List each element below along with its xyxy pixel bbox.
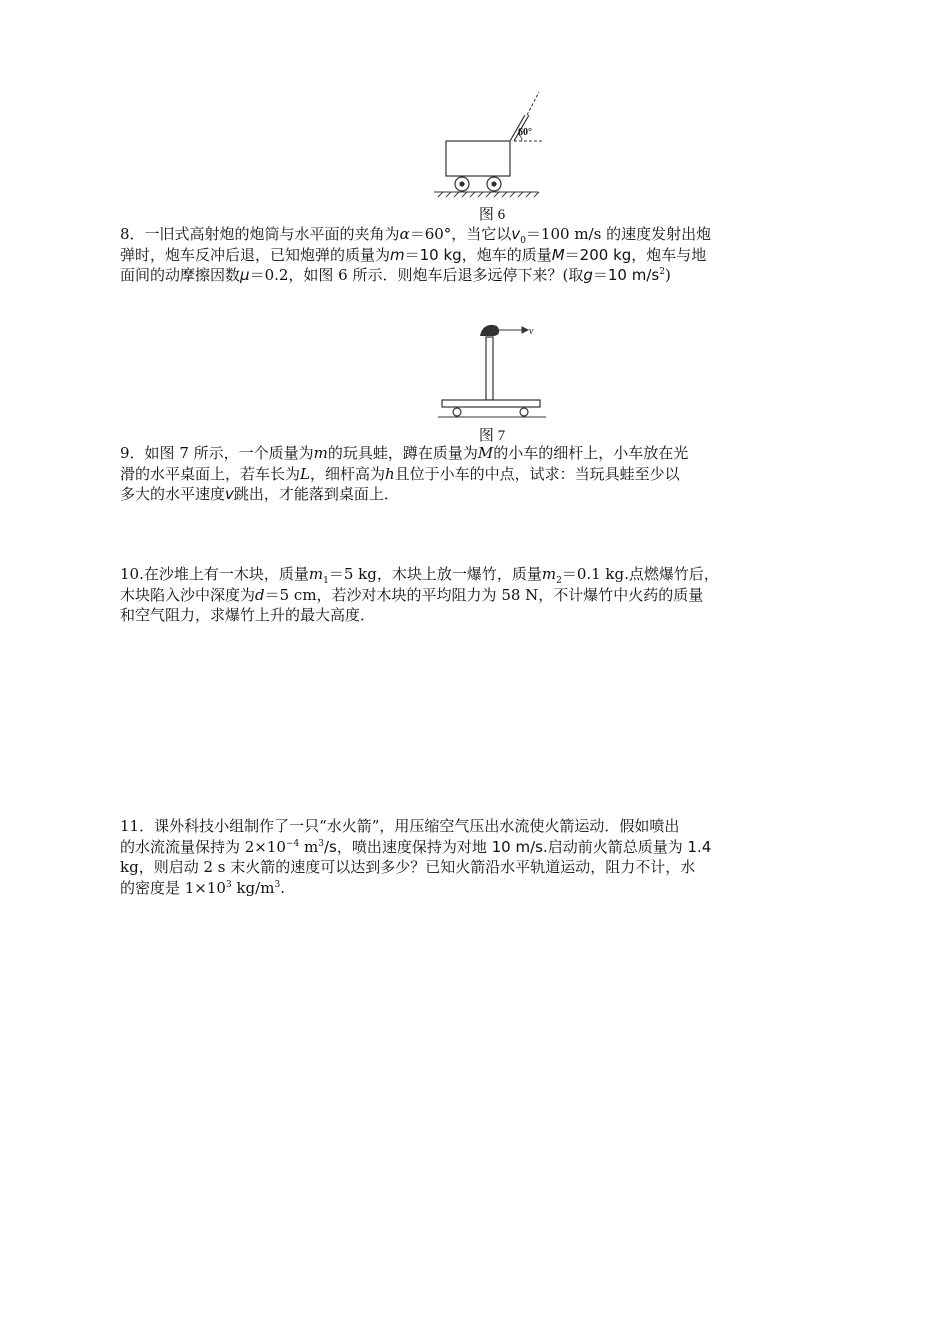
small-cart (442, 400, 540, 407)
angle-label: 60° (518, 127, 532, 138)
question-8-line-3: 面间的动摩擦因数μ＝0.2，如图 6 所示．则炮车后退多远停下来？(取g＝10 $m/s^2$) (120, 266, 671, 284)
ground-hatching (434, 192, 539, 197)
figure-7-frog-cart (438, 318, 548, 420)
figure-7-caption: 图 7 (478, 428, 506, 444)
question-11-line-3: kg，则启动 2 s 末火箭的速度可以达到多少？已知火箭沿水平轨道运动，阻力不计，水 (120, 858, 696, 876)
small-cart-wheels (453, 408, 528, 416)
question-11-line-2: 的水流流量保持为 $2\times 10^{-4}$ $m^3/s$，喷出速度保持为对地 10 m/s.启动前火箭总质量为 1.4 (120, 837, 712, 856)
question-9 (120, 443, 800, 505)
question-9-line-1: 9．如图 7 所示，一个质量为m的玩具蛙，蹲在质量为M的小车的细杆上，小车放在光 (120, 444, 689, 462)
question-10 (120, 564, 800, 626)
velocity-arrow (498, 327, 528, 333)
figure-6-caption: 图 6 (478, 207, 506, 223)
question-11 (120, 816, 800, 898)
question-10-line-2: 木块陷入沙中深度为d＝5 cm，若沙对木块的平均阻力为 58 N，不计爆竹中火药的质量 (120, 585, 704, 604)
question-9-line-3: 多大的水平速度v跳出，才能落到桌面上． (120, 485, 399, 503)
question-8-line-1: 8．一旧式高射炮的炮筒与水平面的夹角为α＝60°，当它以$v_0=100$ m/s 的速度发射出炮 (120, 225, 712, 246)
question-11-line-1: 11．课外科技小组制作了一只“水火箭”，用压缩空气压出水流使火箭运动．假如喷出 (120, 817, 680, 835)
question-10-line-1: 10.在沙堆上有一木块，质量$m_1=5$ kg，木块上放一爆竹，质量$m_2=0.1$ kg.点燃爆竹后， (120, 565, 719, 586)
question-8 (120, 224, 800, 286)
figure-6-cannon-cart (430, 85, 550, 200)
question-11-line-4: 的密度是 $1\times 10^3$ $kg/m^3$. (120, 878, 285, 897)
thin-pole (486, 337, 493, 400)
cart-body (446, 141, 510, 176)
toy-frog (480, 325, 499, 336)
question-8-line-2: 弹时，炮车反冲后退，已知炮弹的质量为m＝10 kg，炮车的质量M＝200 kg，炮车与地 (120, 245, 707, 264)
question-10-line-3: 和空气阻力，求爆竹上升的最大高度． (120, 606, 376, 624)
velocity-label: v (529, 326, 534, 337)
question-9-line-2: 滑的水平桌面上，若车长为L，细杆高为h且位于小车的中点，试求：当玩具蛙至少以 (120, 464, 680, 483)
cart-wheels (455, 177, 501, 191)
